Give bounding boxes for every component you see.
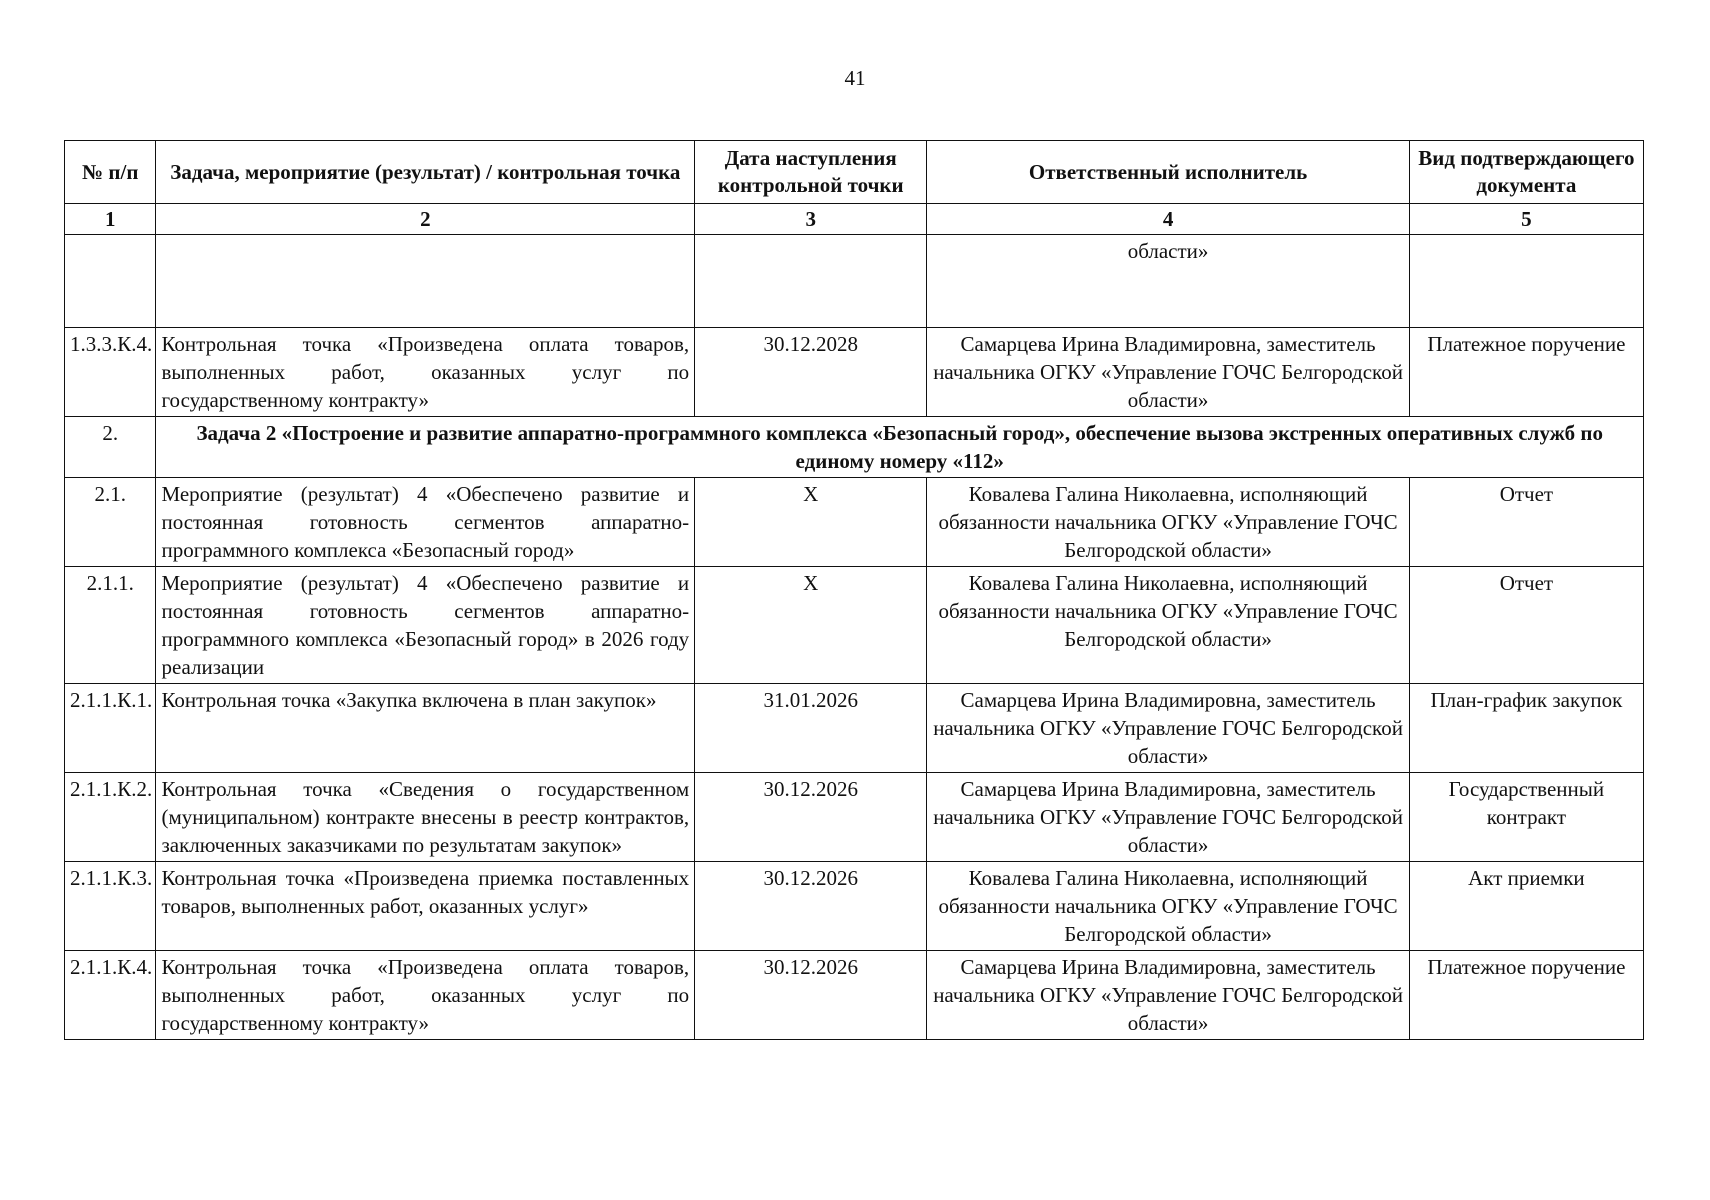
row-task: Мероприятие (результат) 4 «Обеспечено развитие и постоянная готовность сегментов аппаратно-программного комплекса «Безопасный город» xyxy=(156,478,695,567)
table-row-continuation xyxy=(65,235,1644,328)
table-header-row xyxy=(65,141,1644,204)
row-responsible: области» xyxy=(927,235,1409,328)
row-number: 2.1. xyxy=(65,478,156,567)
row-date: 30.12.2028 xyxy=(695,328,927,417)
header-date: Дата наступления контрольной точки xyxy=(695,141,927,204)
task-title: Задача 2 «Построение и развитие аппаратно-программного комплекса «Безопасный город», обеспечение вызова экстренных оперативных служб по единому номеру «112» xyxy=(156,417,1644,478)
row-responsible: Самарцева Ирина Владимировна, заместитель начальника ОГКУ «Управление ГОЧС Белгородской области» xyxy=(927,328,1409,417)
row-task: Контрольная точка «Сведения о государственном (муниципальном) контракте внесены в реестр контрактов, заключенных заказчиками по результатам закупок» xyxy=(156,773,695,862)
table-row xyxy=(65,684,1644,773)
row-document: Отчет xyxy=(1409,567,1643,684)
table-row xyxy=(65,951,1644,1040)
row-task: Мероприятие (результат) 4 «Обеспечено развитие и постоянная готовность сегментов аппаратно-программного комплекса «Безопасный город» в 2026 году реализации xyxy=(156,567,695,684)
row-number: 2.1.1. xyxy=(65,567,156,684)
row-responsible: Ковалева Галина Николаевна, исполняющий обязанности начальника ОГКУ «Управление ГОЧС Белгородской области» xyxy=(927,567,1409,684)
table-row xyxy=(65,862,1644,951)
row-document xyxy=(1409,235,1643,328)
table-row-task xyxy=(65,417,1644,478)
row-document: Акт приемки xyxy=(1409,862,1643,951)
row-number: 2. xyxy=(65,417,156,478)
header-task: Задача, мероприятие (результат) / контрольная точка xyxy=(156,141,695,204)
table-row xyxy=(65,328,1644,417)
column-number: 2 xyxy=(156,204,695,235)
row-number: 2.1.1.К.1. xyxy=(65,684,156,773)
row-date: 31.01.2026 xyxy=(695,684,927,773)
column-number: 4 xyxy=(927,204,1409,235)
column-number: 5 xyxy=(1409,204,1643,235)
column-number-row xyxy=(65,204,1644,235)
row-number: 2.1.1.К.2. xyxy=(65,773,156,862)
row-task: Контрольная точка «Закупка включена в план закупок» xyxy=(156,684,695,773)
row-responsible: Ковалева Галина Николаевна, исполняющий обязанности начальника ОГКУ «Управление ГОЧС Белгородской области» xyxy=(927,478,1409,567)
column-number: 3 xyxy=(695,204,927,235)
row-document: Платежное поручение xyxy=(1409,328,1643,417)
table-row xyxy=(65,567,1644,684)
table-row xyxy=(65,773,1644,862)
header-document: Вид подтверждающего документа xyxy=(1409,141,1643,204)
row-date: 30.12.2026 xyxy=(695,773,927,862)
row-responsible: Ковалева Галина Николаевна, исполняющий обязанности начальника ОГКУ «Управление ГОЧС Белгородской области» xyxy=(927,862,1409,951)
control-points-table xyxy=(64,140,1644,1040)
row-document: Платежное поручение xyxy=(1409,951,1643,1040)
row-date xyxy=(695,235,927,328)
header-number: № п/п xyxy=(65,141,156,204)
row-task: Контрольная точка «Произведена приемка поставленных товаров, выполненных работ, оказанных услуг» xyxy=(156,862,695,951)
row-date: Х xyxy=(695,567,927,684)
row-date: 30.12.2026 xyxy=(695,862,927,951)
table-row xyxy=(65,478,1644,567)
row-number: 1.3.3.К.4. xyxy=(65,328,156,417)
row-date: 30.12.2026 xyxy=(695,951,927,1040)
row-task xyxy=(156,235,695,328)
header-responsible: Ответственный исполнитель xyxy=(927,141,1409,204)
row-responsible: Самарцева Ирина Владимировна, заместитель начальника ОГКУ «Управление ГОЧС Белгородской области» xyxy=(927,684,1409,773)
row-document: Отчет xyxy=(1409,478,1643,567)
row-responsible: Самарцева Ирина Владимировна, заместитель начальника ОГКУ «Управление ГОЧС Белгородской области» xyxy=(927,951,1409,1040)
row-task: Контрольная точка «Произведена оплата товаров, выполненных работ, оказанных услуг по государственному контракту» xyxy=(156,328,695,417)
row-task: Контрольная точка «Произведена оплата товаров, выполненных работ, оказанных услуг по государственному контракту» xyxy=(156,951,695,1040)
page-number: 41 xyxy=(844,66,866,90)
row-number xyxy=(65,235,156,328)
row-responsible: Самарцева Ирина Владимировна, заместитель начальника ОГКУ «Управление ГОЧС Белгородской области» xyxy=(927,773,1409,862)
row-date: Х xyxy=(695,478,927,567)
row-number: 2.1.1.К.4. xyxy=(65,951,156,1040)
column-number: 1 xyxy=(65,204,156,235)
row-document: Государственный контракт xyxy=(1409,773,1643,862)
row-number: 2.1.1.К.3. xyxy=(65,862,156,951)
row-document: План-график закупок xyxy=(1409,684,1643,773)
